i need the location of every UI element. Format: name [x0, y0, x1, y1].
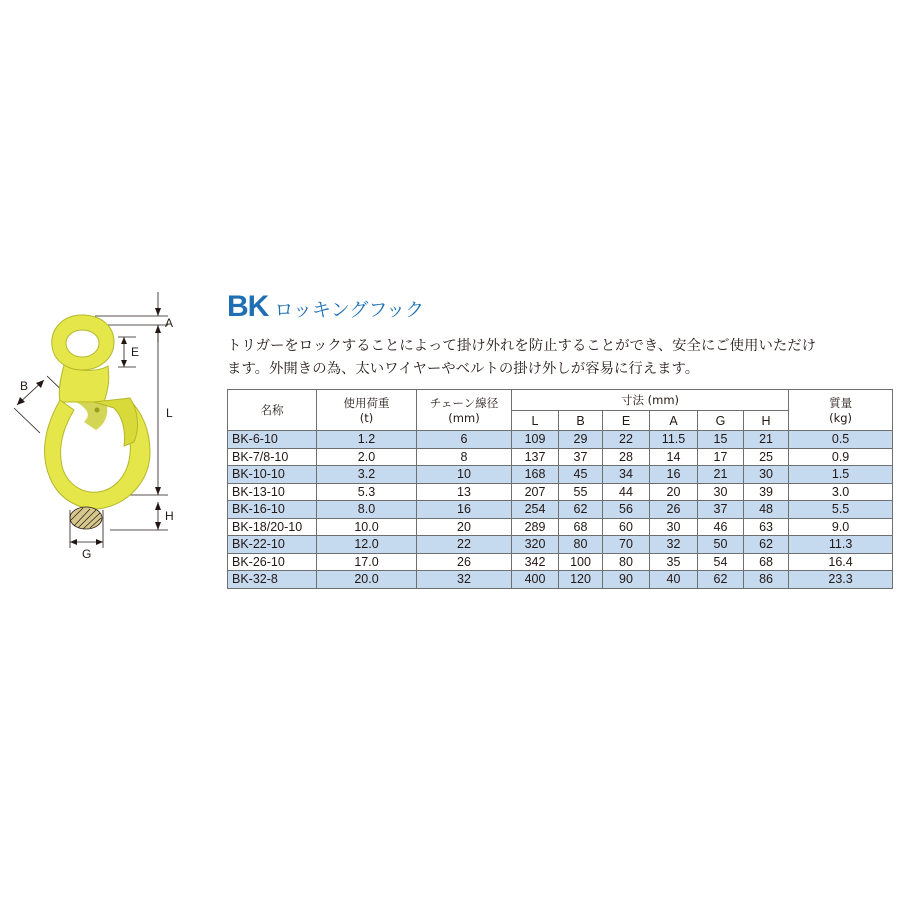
- cell-A: 40: [650, 571, 698, 589]
- cell-B: 80: [559, 536, 603, 554]
- cell-A: 11.5: [650, 431, 698, 449]
- cell-L: 320: [512, 536, 559, 554]
- cell-G: 15: [698, 431, 744, 449]
- cell-H: 68: [744, 553, 789, 571]
- cell-E: 44: [603, 483, 650, 501]
- cell-model: BK-32-8: [228, 571, 317, 589]
- label-A: A: [165, 316, 174, 330]
- header-B: B: [559, 411, 603, 431]
- header-mass-label: 質量: [829, 396, 853, 410]
- cell-mass: 0.9: [789, 448, 893, 466]
- cell-B: 45: [559, 466, 603, 484]
- table-row: [228, 448, 893, 466]
- table-row: [228, 431, 893, 449]
- cell-chain: 10: [417, 466, 512, 484]
- cell-mass: 11.3: [789, 536, 893, 554]
- table-row: [228, 466, 893, 484]
- label-G: G: [82, 547, 92, 561]
- cell-model: BK-16-10: [228, 501, 317, 519]
- cell-H: 48: [744, 501, 789, 519]
- header-load-label: 使用荷重: [343, 396, 390, 410]
- cell-L: 289: [512, 518, 559, 536]
- cell-A: 20: [650, 483, 698, 501]
- cell-H: 30: [744, 466, 789, 484]
- cell-load: 12.0: [317, 536, 417, 554]
- cell-L: 400: [512, 571, 559, 589]
- cell-mass: 1.5: [789, 466, 893, 484]
- label-H: H: [165, 509, 174, 523]
- description-line-1: トリガーをロックすることによって掛け外れを防止することができ、安全にご使用いただけ: [227, 338, 817, 354]
- cell-A: 30: [650, 518, 698, 536]
- table-row: [228, 553, 893, 571]
- header-mass: [789, 390, 893, 431]
- cell-mass: 9.0: [789, 518, 893, 536]
- cell-load: 3.2: [317, 466, 417, 484]
- cell-chain: 16: [417, 501, 512, 519]
- cell-G: 17: [698, 448, 744, 466]
- cell-H: 25: [744, 448, 789, 466]
- cell-load: 20.0: [317, 571, 417, 589]
- cell-chain: 8: [417, 448, 512, 466]
- cell-G: 54: [698, 553, 744, 571]
- header-name: 名称: [228, 390, 317, 431]
- cell-mass: 0.5: [789, 431, 893, 449]
- cell-model: BK-6-10: [228, 431, 317, 449]
- cell-A: 35: [650, 553, 698, 571]
- cell-L: 137: [512, 448, 559, 466]
- label-B: B: [20, 379, 29, 393]
- cell-load: 2.0: [317, 448, 417, 466]
- header-A: A: [650, 411, 698, 431]
- cell-load: 1.2: [317, 431, 417, 449]
- cell-load: 17.0: [317, 553, 417, 571]
- cell-L: 207: [512, 483, 559, 501]
- header-E: E: [603, 411, 650, 431]
- table-row: [228, 483, 893, 501]
- header-chain-unit: (mm): [448, 411, 480, 425]
- cell-A: 14: [650, 448, 698, 466]
- header-dimensions: 寸法 (mm): [512, 390, 789, 411]
- spec-table-header: [228, 390, 893, 431]
- cell-H: 86: [744, 571, 789, 589]
- product-code: BK: [227, 290, 269, 323]
- cell-E: 34: [603, 466, 650, 484]
- cell-A: 32: [650, 536, 698, 554]
- cell-L: 109: [512, 431, 559, 449]
- header-load: [317, 390, 417, 431]
- cell-E: 28: [603, 448, 650, 466]
- cell-G: 62: [698, 571, 744, 589]
- label-L: L: [166, 406, 173, 420]
- cell-G: 37: [698, 501, 744, 519]
- cell-E: 22: [603, 431, 650, 449]
- spec-table: [227, 389, 893, 589]
- cell-A: 16: [650, 466, 698, 484]
- cell-E: 60: [603, 518, 650, 536]
- cell-B: 120: [559, 571, 603, 589]
- cell-G: 30: [698, 483, 744, 501]
- cell-model: BK-26-10: [228, 553, 317, 571]
- cell-chain: 20: [417, 518, 512, 536]
- header-chain: [417, 390, 512, 431]
- cell-load: 8.0: [317, 501, 417, 519]
- cell-model: BK-18/20-10: [228, 518, 317, 536]
- cell-mass: 23.3: [789, 571, 893, 589]
- table-row: [228, 518, 893, 536]
- hook-diagram: [0, 280, 200, 570]
- product-description: [227, 335, 892, 381]
- header-load-unit: (t): [359, 411, 374, 425]
- cell-chain: 6: [417, 431, 512, 449]
- table-row: [228, 501, 893, 519]
- header-L: L: [512, 411, 559, 431]
- cell-chain: 32: [417, 571, 512, 589]
- header-H: H: [744, 411, 789, 431]
- description-line-2: ます。外開きの為、太いワイヤーやベルトの掛け外しが容易に行えます。: [227, 361, 700, 377]
- header-mass-unit: (kg): [829, 411, 853, 425]
- table-row: [228, 571, 893, 589]
- cell-model: BK-7/8-10: [228, 448, 317, 466]
- cell-chain: 26: [417, 553, 512, 571]
- cell-H: 62: [744, 536, 789, 554]
- label-E: E: [131, 345, 140, 359]
- cell-A: 26: [650, 501, 698, 519]
- product-name: ロッキングフック: [274, 299, 425, 321]
- cell-model: BK-10-10: [228, 466, 317, 484]
- cell-B: 55: [559, 483, 603, 501]
- cell-chain: 13: [417, 483, 512, 501]
- cell-L: 342: [512, 553, 559, 571]
- cell-H: 39: [744, 483, 789, 501]
- cell-E: 56: [603, 501, 650, 519]
- cell-E: 90: [603, 571, 650, 589]
- cell-H: 21: [744, 431, 789, 449]
- cell-B: 29: [559, 431, 603, 449]
- hook-drawing: [0, 280, 200, 570]
- cell-L: 254: [512, 501, 559, 519]
- spec-table-body: [228, 431, 893, 589]
- cell-mass: 16.4: [789, 553, 893, 571]
- cell-G: 21: [698, 466, 744, 484]
- cell-B: 100: [559, 553, 603, 571]
- cell-H: 63: [744, 518, 789, 536]
- cell-mass: 5.5: [789, 501, 893, 519]
- cell-G: 46: [698, 518, 744, 536]
- cell-B: 37: [559, 448, 603, 466]
- product-heading: [227, 290, 424, 330]
- cell-chain: 22: [417, 536, 512, 554]
- cell-L: 168: [512, 466, 559, 484]
- cell-E: 70: [603, 536, 650, 554]
- cell-B: 68: [559, 518, 603, 536]
- cell-E: 80: [603, 553, 650, 571]
- cell-load: 5.3: [317, 483, 417, 501]
- cell-mass: 3.0: [789, 483, 893, 501]
- header-G: G: [698, 411, 744, 431]
- table-row: [228, 536, 893, 554]
- cell-load: 10.0: [317, 518, 417, 536]
- cell-model: BK-13-10: [228, 483, 317, 501]
- cell-model: BK-22-10: [228, 536, 317, 554]
- cell-G: 50: [698, 536, 744, 554]
- header-chain-label: チェーン線径: [429, 396, 499, 410]
- cell-B: 62: [559, 501, 603, 519]
